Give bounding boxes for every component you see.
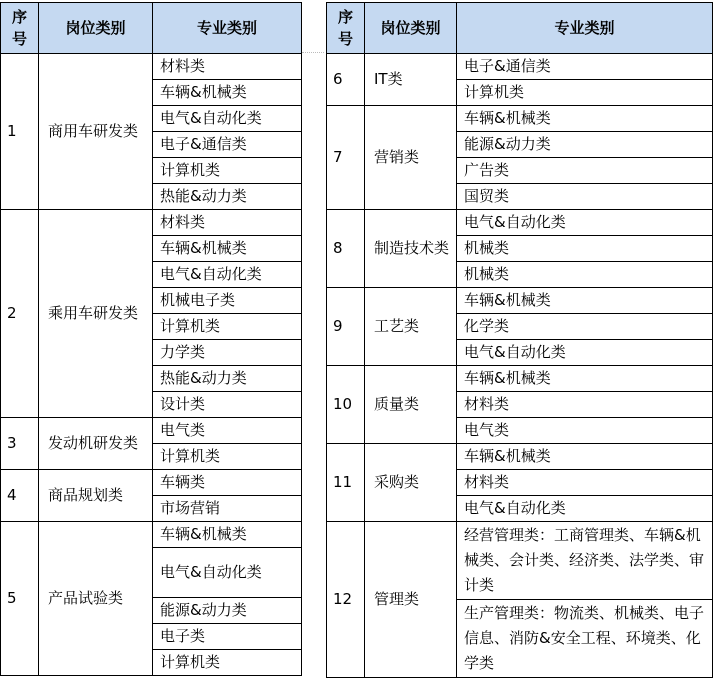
header-seq: 序 号 [1, 3, 39, 54]
table-row [327, 210, 713, 236]
major-cell: 计算机类 [153, 314, 302, 340]
seq-cell: 11 [327, 444, 365, 522]
major-cell: 经营管理类：工商管理类、车辆&机械类、会计类、经济类、法学类、审计类 [457, 522, 713, 600]
header-major: 专业类别 [153, 3, 302, 54]
major-cell: 电子&通信类 [457, 54, 713, 80]
major-cell: 热能&动力类 [153, 366, 302, 392]
seq-cell: 5 [1, 522, 39, 676]
major-cell: 电子类 [153, 624, 302, 650]
major-cell: 计算机类 [457, 80, 713, 106]
major-cell: 计算机类 [153, 444, 302, 470]
major-cell: 计算机类 [153, 158, 302, 184]
major-cell: 热能&动力类 [153, 184, 302, 210]
major-cell: 机械类 [457, 262, 713, 288]
category-cell: 制造技术类 [365, 210, 457, 288]
major-cell: 电气类 [153, 418, 302, 444]
seq-cell: 3 [1, 418, 39, 470]
table-row [327, 106, 713, 132]
table-row [327, 54, 713, 80]
seq-cell: 10 [327, 366, 365, 444]
major-cell: 车辆类 [153, 470, 302, 496]
major-cell: 电气&自动化类 [153, 548, 302, 598]
major-cell: 材料类 [457, 470, 713, 496]
header-row [1, 3, 302, 54]
category-cell: 发动机研发类 [39, 418, 153, 470]
major-cell: 市场营销 [153, 496, 302, 522]
table-left [0, 2, 302, 676]
major-cell: 计算机类 [153, 650, 302, 676]
table-row [327, 522, 713, 600]
major-cell: 国贸类 [457, 184, 713, 210]
seq-cell: 6 [327, 54, 365, 106]
seq-cell: 9 [327, 288, 365, 366]
seq-cell: 8 [327, 210, 365, 288]
major-cell: 车辆&机械类 [457, 366, 713, 392]
major-cell: 化学类 [457, 314, 713, 340]
major-cell: 材料类 [457, 392, 713, 418]
header-row [327, 3, 713, 54]
category-cell: 乘用车研发类 [39, 210, 153, 418]
major-cell: 车辆&机械类 [457, 106, 713, 132]
table-row [327, 288, 713, 314]
major-cell: 车辆&机械类 [153, 80, 302, 106]
major-cell: 电子&通信类 [153, 132, 302, 158]
major-cell: 设计类 [153, 392, 302, 418]
seq-cell: 2 [1, 210, 39, 418]
major-cell: 电气&自动化类 [457, 340, 713, 366]
table-row [327, 366, 713, 392]
header-seq: 序 号 [327, 3, 365, 54]
category-cell: 工艺类 [365, 288, 457, 366]
major-cell: 电气&自动化类 [457, 496, 713, 522]
category-cell: 产品试验类 [39, 522, 153, 676]
table-row [1, 210, 302, 236]
major-cell: 电气&自动化类 [457, 210, 713, 236]
major-cell: 机械电子类 [153, 288, 302, 314]
category-cell: 商用车研发类 [39, 54, 153, 210]
table-row [1, 470, 302, 496]
table-row [1, 522, 302, 548]
seq-cell: 1 [1, 54, 39, 210]
major-cell: 广告类 [457, 158, 713, 184]
table-row [1, 418, 302, 444]
header-category: 岗位类别 [365, 3, 457, 54]
major-cell: 电气&自动化类 [153, 262, 302, 288]
major-cell: 车辆&机械类 [457, 444, 713, 470]
major-cell: 机械类 [457, 236, 713, 262]
table-right [326, 2, 713, 678]
header-major: 专业类别 [457, 3, 713, 54]
major-cell: 能源&动力类 [153, 598, 302, 624]
seq-cell: 4 [1, 470, 39, 522]
table-row [1, 54, 302, 80]
major-cell: 材料类 [153, 210, 302, 236]
seq-cell: 12 [327, 522, 365, 678]
major-cell: 车辆&机械类 [153, 236, 302, 262]
header-category: 岗位类别 [39, 3, 153, 54]
major-cell: 材料类 [153, 54, 302, 80]
major-cell: 电气类 [457, 418, 713, 444]
major-cell: 车辆&机械类 [153, 522, 302, 548]
major-cell: 力学类 [153, 340, 302, 366]
major-cell: 能源&动力类 [457, 132, 713, 158]
major-cell: 生产管理类：物流类、机械类、电子信息、消防&安全工程、环境类、化学类 [457, 600, 713, 678]
category-cell: IT类 [365, 54, 457, 106]
category-cell: 质量类 [365, 366, 457, 444]
category-cell: 管理类 [365, 522, 457, 678]
major-cell: 车辆&机械类 [457, 288, 713, 314]
table-row [327, 444, 713, 470]
category-cell: 采购类 [365, 444, 457, 522]
category-cell: 营销类 [365, 106, 457, 210]
category-cell: 商品规划类 [39, 470, 153, 522]
table-gap [302, 52, 324, 678]
major-cell: 电气&自动化类 [153, 106, 302, 132]
seq-cell: 7 [327, 106, 365, 210]
